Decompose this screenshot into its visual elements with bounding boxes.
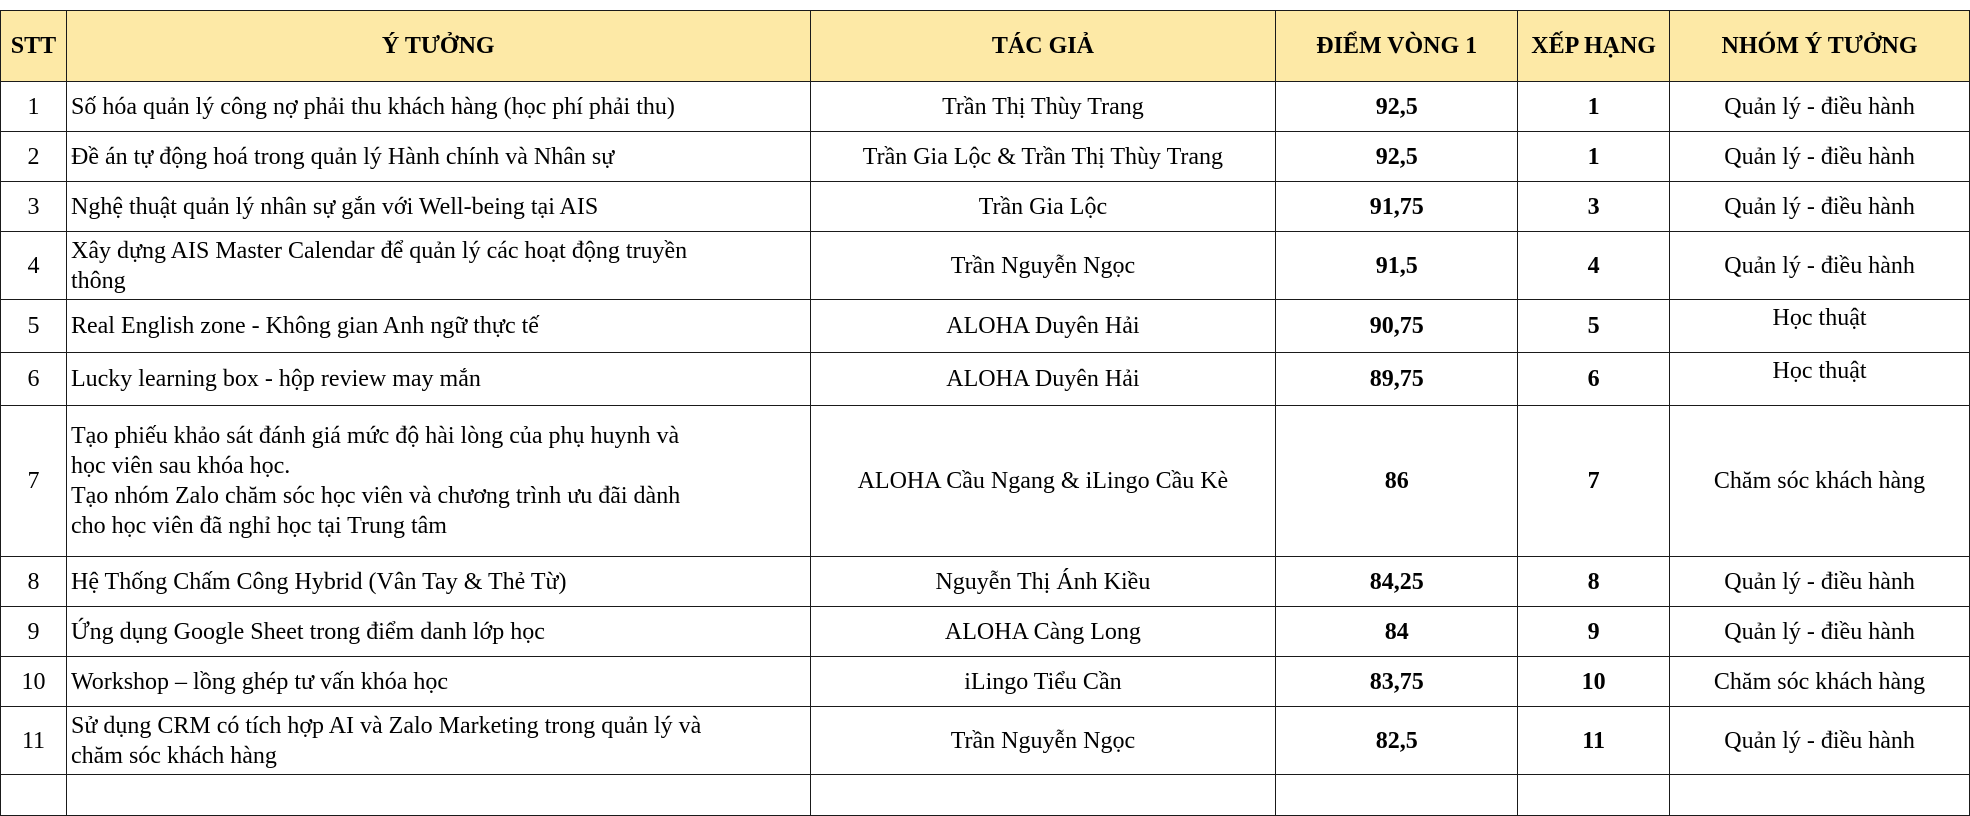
cell-rank: 7 [1518, 406, 1670, 557]
cell-author: Trần Thị Thùy Trang [810, 82, 1276, 132]
cell-stt: 1 [1, 82, 67, 132]
table-row [1, 353, 1970, 406]
cell-idea: Đề án tự động hoá trong quản lý Hành chính và Nhân sự [66, 132, 810, 182]
table-row [1, 607, 1970, 657]
cell-idea: Real English zone - Không gian Anh ngữ thực tế [66, 300, 810, 353]
cell-score: 91,75 [1276, 182, 1518, 232]
cell-idea: Ứng dụng Google Sheet trong điểm danh lớp học [66, 607, 810, 657]
cell-group: Quản lý - điều hành [1670, 232, 1970, 300]
cell-stt: 3 [1, 182, 67, 232]
cell-rank: 3 [1518, 182, 1670, 232]
cell-stt: 5 [1, 300, 67, 353]
cell-group: Quản lý - điều hành [1670, 82, 1970, 132]
table-row [1, 232, 1970, 300]
cell-group: Quản lý - điều hành [1670, 182, 1970, 232]
cell-score: 84,25 [1276, 557, 1518, 607]
table-row [1, 557, 1970, 607]
cell-idea: Số hóa quản lý công nợ phải thu khách hàng (học phí phải thu) [66, 82, 810, 132]
cell-group: Quản lý - điều hành [1670, 607, 1970, 657]
ideas-ranking-table [0, 10, 1970, 816]
cell-rank: 8 [1518, 557, 1670, 607]
cell-rank: 4 [1518, 232, 1670, 300]
cell-idea: Workshop – lồng ghép tư vấn khóa học [66, 657, 810, 707]
cell-rank [1518, 775, 1670, 816]
cell-score: 86 [1276, 406, 1518, 557]
table-row [1, 132, 1970, 182]
cell-group: Quản lý - điều hành [1670, 707, 1970, 775]
cell-stt: 7 [1, 406, 67, 557]
cell-idea [66, 775, 810, 816]
cell-idea: Sử dụng CRM có tích hợp AI và Zalo Marketing trong quản lý và chăm sóc khách hàng [66, 707, 810, 775]
cell-idea: Tạo phiếu khảo sát đánh giá mức độ hài lòng của phụ huynh và học viên sau khóa học. Tạo nhóm Zalo chăm sóc học viên và chương trình ưu đãi dành cho học viên đã nghỉ học tại Trung tâm [66, 406, 810, 557]
header-idea: Ý TƯỞNG [66, 11, 810, 82]
cell-rank: 9 [1518, 607, 1670, 657]
cell-rank: 1 [1518, 132, 1670, 182]
cell-author [810, 775, 1276, 816]
cell-group: Quản lý - điều hành [1670, 132, 1970, 182]
table-row [1, 182, 1970, 232]
cell-score: 90,75 [1276, 300, 1518, 353]
cell-score [1276, 775, 1518, 816]
cell-score: 91,5 [1276, 232, 1518, 300]
cell-author: ALOHA Duyên Hải [810, 353, 1276, 406]
header-stt: STT [1, 11, 67, 82]
cell-stt: 4 [1, 232, 67, 300]
cell-score: 92,5 [1276, 82, 1518, 132]
cell-author: ALOHA Duyên Hải [810, 300, 1276, 353]
cell-group: Học thuật [1670, 300, 1970, 353]
cell-score: 84 [1276, 607, 1518, 657]
cell-author: iLingo Tiểu Cần [810, 657, 1276, 707]
table-row [1, 406, 1970, 557]
cell-stt: 8 [1, 557, 67, 607]
cell-idea: Lucky learning box - hộp review may mắn [66, 353, 810, 406]
header-rank: XẾP HẠNG [1518, 11, 1670, 82]
header-score: ĐIỂM VÒNG 1 [1276, 11, 1518, 82]
cell-author: Trần Nguyễn Ngọc [810, 232, 1276, 300]
header-row [1, 11, 1970, 82]
cell-stt: 2 [1, 132, 67, 182]
cell-group: Quản lý - điều hành [1670, 557, 1970, 607]
cell-rank: 6 [1518, 353, 1670, 406]
cell-score: 92,5 [1276, 132, 1518, 182]
table-row [1, 707, 1970, 775]
cell-rank: 10 [1518, 657, 1670, 707]
cell-rank: 11 [1518, 707, 1670, 775]
cell-group: Chăm sóc khách hàng [1670, 406, 1970, 557]
header-author: TÁC GIẢ [810, 11, 1276, 82]
cell-rank: 5 [1518, 300, 1670, 353]
table-row-partial [1, 775, 1970, 816]
cell-stt: 6 [1, 353, 67, 406]
table-row [1, 82, 1970, 132]
cell-group: Chăm sóc khách hàng [1670, 657, 1970, 707]
cell-rank: 1 [1518, 82, 1670, 132]
cell-stt: 10 [1, 657, 67, 707]
cell-author: Trần Gia Lộc & Trần Thị Thùy Trang [810, 132, 1276, 182]
cell-stt: 9 [1, 607, 67, 657]
cell-score: 83,75 [1276, 657, 1518, 707]
cell-score: 82,5 [1276, 707, 1518, 775]
cell-author: Trần Gia Lộc [810, 182, 1276, 232]
cell-group: Học thuật [1670, 353, 1970, 406]
cell-author: ALOHA Càng Long [810, 607, 1276, 657]
table-row [1, 300, 1970, 353]
cell-group [1670, 775, 1970, 816]
cell-idea: Hệ Thống Chấm Công Hybrid (Vân Tay & Thẻ Từ) [66, 557, 810, 607]
cell-author: Nguyễn Thị Ánh Kiều [810, 557, 1276, 607]
cell-author: Trần Nguyễn Ngọc [810, 707, 1276, 775]
cell-author: ALOHA Cầu Ngang & iLingo Cầu Kè [810, 406, 1276, 557]
cell-idea: Nghệ thuật quản lý nhân sự gắn với Well-being tại AIS [66, 182, 810, 232]
header-group: NHÓM Ý TƯỞNG [1670, 11, 1970, 82]
cell-score: 89,75 [1276, 353, 1518, 406]
ideas-ranking-sheet [0, 10, 1970, 816]
cell-idea: Xây dựng AIS Master Calendar để quản lý các hoạt động truyền thông [66, 232, 810, 300]
cell-stt: 11 [1, 707, 67, 775]
table-row [1, 657, 1970, 707]
cell-stt [1, 775, 67, 816]
